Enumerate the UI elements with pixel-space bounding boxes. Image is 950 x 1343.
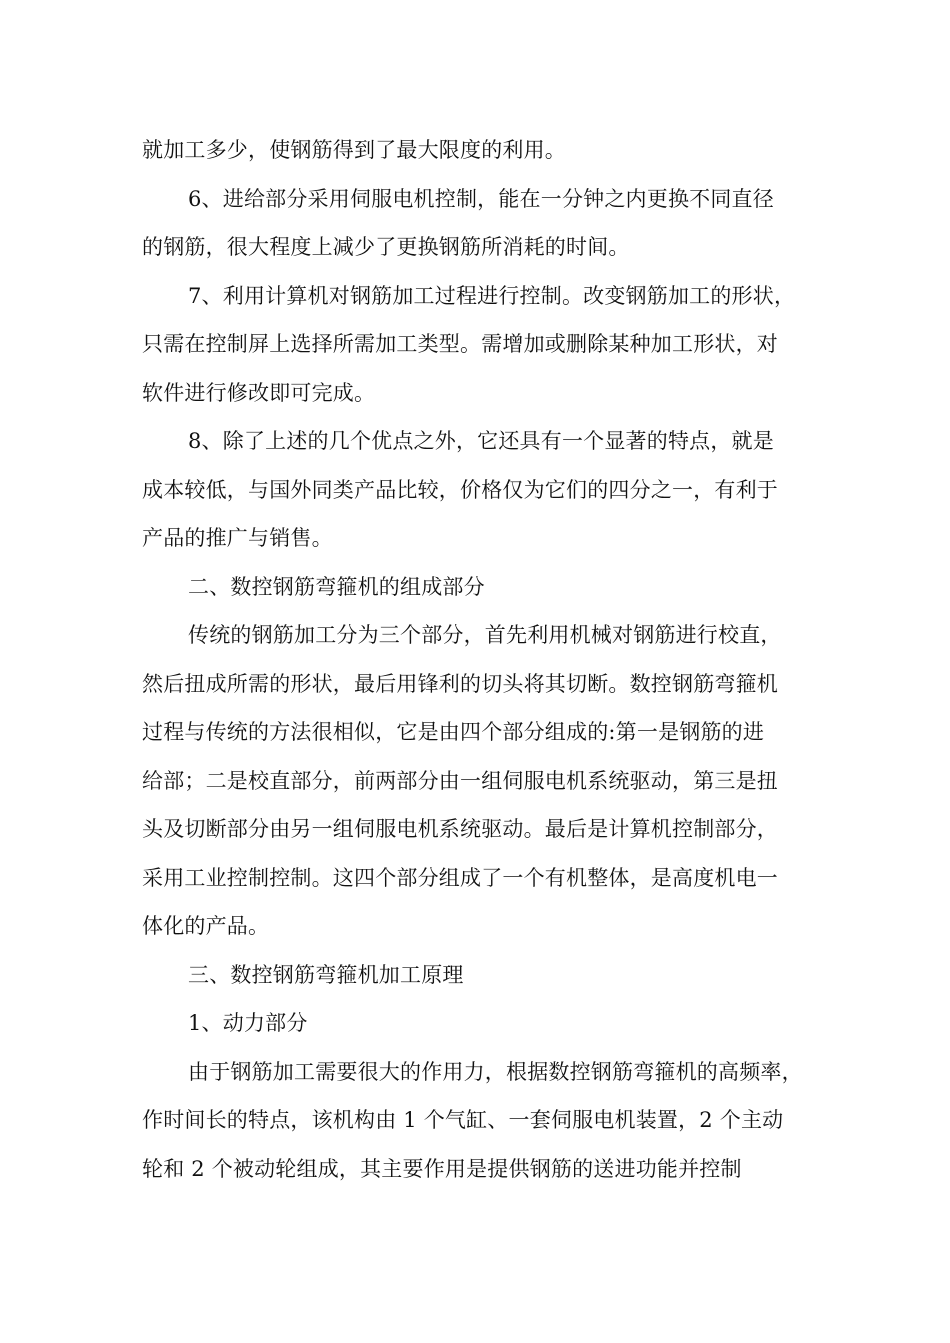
text-line: 7、利用计算机对钢筋加工过程进行控制。改变钢筋加工的形状， [188, 283, 796, 308]
text-line: 体化的产品。 [142, 914, 270, 938]
text-line: 传统的钢筋加工分为三个部分，首先利用机械对钢筋进行校直， [188, 623, 782, 647]
text-line: 就加工多少，使钢筋得到了最大限度的利用。 [142, 138, 566, 162]
document-body [142, 126, 842, 1193]
text-line: 作时间长的特点，该机构由 1 个气缸、一套伺服电机装置，2 个主动 [142, 1108, 784, 1132]
text-line: 6、进给部分采用伺服电机控制，能在一分钟之内更换不同直径 [188, 186, 774, 211]
text-line: 的钢筋，很大程度上减少了更换钢筋所消耗的时间。 [142, 235, 630, 259]
text-line: 成本较低，与国外同类产品比较，价格仅为它们的四分之一，有利于 [142, 477, 778, 502]
text-line: 软件进行修改即可完成。 [142, 380, 376, 405]
text-line: 给部；二是校直部分，前两部分由一组伺服电机系统驱动，第三是扭 [142, 768, 778, 793]
section-heading: 二、数控钢筋弯箍机的组成部分 [188, 574, 485, 599]
text-line: 采用工业控制控制。这四个部分组成了一个有机整体，是高度机电一 [142, 865, 778, 890]
text-line: 由于钢筋加工需要很大的作用力，根据数控钢筋弯箍机的高频率， [188, 1059, 803, 1084]
section-heading: 三、数控钢筋弯箍机加工原理 [188, 962, 464, 987]
subsection-heading: 1、动力部分 [188, 1011, 308, 1035]
text-line: 产品的推广与销售。 [142, 526, 333, 550]
text-line: 然后扭成所需的形状，最后用锋利的切头将其切断。数控钢筋弯箍机 [142, 671, 778, 696]
text-line: 头及切断部分由另一组伺服电机系统驱动。最后是计算机控制部分， [142, 817, 778, 841]
text-line: 只需在控制屏上选择所需加工类型。需增加或删除某种加工形状，对 [142, 332, 778, 356]
text-line: 过程与传统的方法很相似，它是由四个部分组成的:第一是钢筋的进 [142, 720, 765, 744]
text-line: 8、除了上述的几个优点之外，它还具有一个显著的特点，就是 [188, 429, 774, 453]
text-line: 轮和 2 个被动轮组成，其主要作用是提供钢筋的送进功能并控制 [142, 1156, 742, 1181]
